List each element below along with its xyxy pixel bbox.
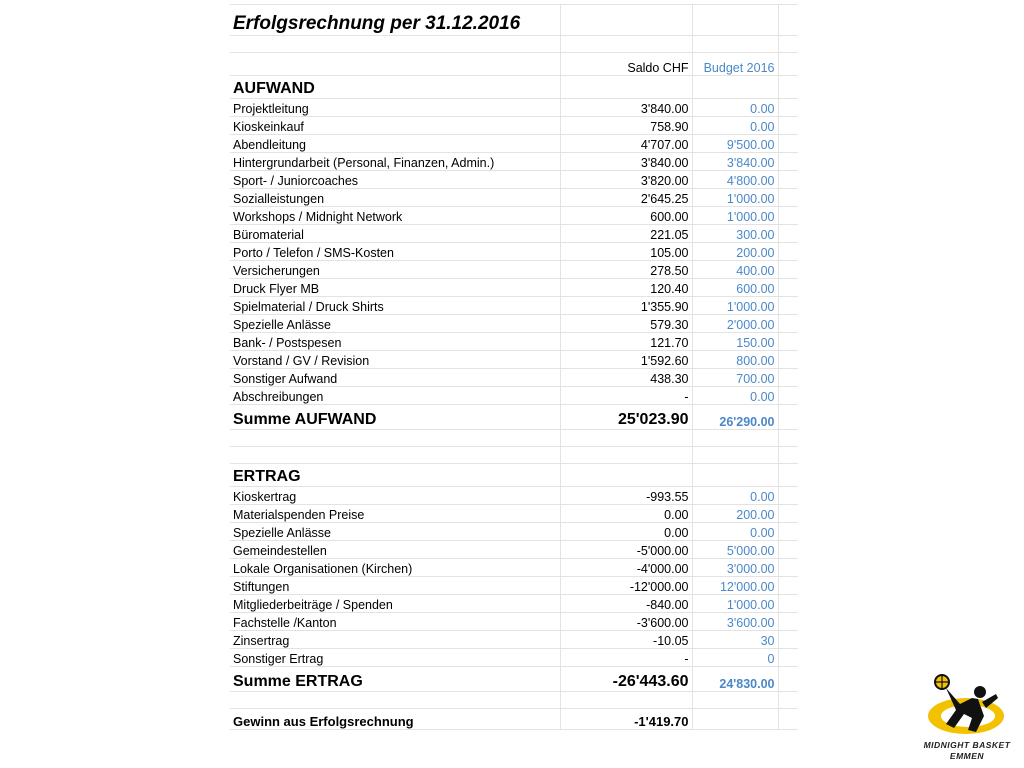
aufwand-item-budget: 4'800.00 <box>692 171 778 189</box>
aufwand-heading: AUFWAND <box>230 76 560 99</box>
aufwand-item-saldo: 579.30 <box>560 315 692 333</box>
income-statement-table <box>230 4 798 730</box>
aufwand-item-saldo: 2'645.25 <box>560 189 692 207</box>
aufwand-item-row <box>230 207 798 225</box>
aufwand-item-budget: 0.00 <box>692 117 778 135</box>
ertrag-item-label: Mitgliederbeiträge / Spenden <box>230 595 560 613</box>
aufwand-item-label: Bank- / Postspesen <box>230 333 560 351</box>
aufwand-item-row <box>230 153 798 171</box>
ertrag-item-label: Sonstiger Ertrag <box>230 649 560 667</box>
gewinn-label: Gewinn aus Erfolgsrechnung <box>230 709 560 730</box>
aufwand-item-budget: 9'500.00 <box>692 135 778 153</box>
aufwand-item-label: Hintergrundarbeit (Personal, Finanzen, Admin.) <box>230 153 560 171</box>
aufwand-sum-row <box>230 405 798 430</box>
aufwand-item-label: Projektleitung <box>230 99 560 117</box>
aufwand-item-label: Porto / Telefon / SMS-Kosten <box>230 243 560 261</box>
aufwand-item-label: Kioskeinkauf <box>230 117 560 135</box>
aufwand-item-saldo: 3'820.00 <box>560 171 692 189</box>
gewinn-row <box>230 709 798 730</box>
aufwand-item-row <box>230 171 798 189</box>
ertrag-item-budget: 0.00 <box>692 523 778 541</box>
aufwand-item-label: Versicherungen <box>230 261 560 279</box>
ertrag-item-saldo: -4'000.00 <box>560 559 692 577</box>
aufwand-item-saldo: 600.00 <box>560 207 692 225</box>
aufwand-item-label: Abschreibungen <box>230 387 560 405</box>
ertrag-item-row <box>230 577 798 595</box>
ertrag-sum-budget: 24'830.00 <box>692 667 778 692</box>
ertrag-heading-row <box>230 464 798 487</box>
ertrag-item-saldo: 0.00 <box>560 505 692 523</box>
ertrag-item-row <box>230 505 798 523</box>
ertrag-item-budget: 12'000.00 <box>692 577 778 595</box>
midnight-basket-logo <box>914 672 1020 766</box>
aufwand-item-budget: 300.00 <box>692 225 778 243</box>
blank-row <box>230 430 798 447</box>
ertrag-item-saldo: -10.05 <box>560 631 692 649</box>
aufwand-item-row <box>230 117 798 135</box>
aufwand-item-saldo: 438.30 <box>560 369 692 387</box>
ertrag-item-label: Fachstelle /Kanton <box>230 613 560 631</box>
ertrag-item-row <box>230 649 798 667</box>
aufwand-item-row <box>230 189 798 207</box>
aufwand-item-budget: 400.00 <box>692 261 778 279</box>
ertrag-item-saldo: -5'000.00 <box>560 541 692 559</box>
column-header-row <box>230 53 798 76</box>
aufwand-sum-label: Summe AUFWAND <box>230 405 560 430</box>
aufwand-item-budget: 800.00 <box>692 351 778 369</box>
ertrag-item-budget: 0 <box>692 649 778 667</box>
aufwand-item-label: Druck Flyer MB <box>230 279 560 297</box>
ertrag-item-label: Gemeindestellen <box>230 541 560 559</box>
ertrag-item-saldo: -840.00 <box>560 595 692 613</box>
aufwand-item-row <box>230 279 798 297</box>
aufwand-item-label: Sonstiger Aufwand <box>230 369 560 387</box>
aufwand-item-row <box>230 225 798 243</box>
aufwand-item-label: Abendleitung <box>230 135 560 153</box>
logo-text-line1: MIDNIGHT BASKET <box>923 740 1011 750</box>
aufwand-item-budget: 1'000.00 <box>692 207 778 225</box>
aufwand-item-saldo: 4'707.00 <box>560 135 692 153</box>
ertrag-sum-label: Summe ERTRAG <box>230 667 560 692</box>
gewinn-saldo: -1'419.70 <box>560 709 692 730</box>
ertrag-item-budget: 200.00 <box>692 505 778 523</box>
aufwand-item-budget: 0.00 <box>692 387 778 405</box>
ertrag-item-budget: 1'000.00 <box>692 595 778 613</box>
aufwand-item-label: Spezielle Anlässe <box>230 315 560 333</box>
aufwand-item-row <box>230 333 798 351</box>
aufwand-sum-saldo: 25'023.90 <box>560 405 692 430</box>
aufwand-item-saldo: 1'355.90 <box>560 297 692 315</box>
ertrag-item-saldo: -993.55 <box>560 487 692 505</box>
aufwand-item-budget: 600.00 <box>692 279 778 297</box>
aufwand-item-row <box>230 387 798 405</box>
aufwand-item-row <box>230 369 798 387</box>
aufwand-item-saldo: 3'840.00 <box>560 99 692 117</box>
aufwand-item-label: Spielmaterial / Druck Shirts <box>230 297 560 315</box>
ertrag-item-saldo: - <box>560 649 692 667</box>
aufwand-item-budget: 1'000.00 <box>692 189 778 207</box>
aufwand-item-row <box>230 99 798 117</box>
aufwand-item-label: Sozialleistungen <box>230 189 560 207</box>
basketball-player-icon <box>922 672 1012 740</box>
blank-row <box>230 36 798 53</box>
aufwand-item-budget: 150.00 <box>692 333 778 351</box>
aufwand-item-budget: 3'840.00 <box>692 153 778 171</box>
aufwand-item-saldo: 221.05 <box>560 225 692 243</box>
ertrag-sum-saldo: -26'443.60 <box>560 667 692 692</box>
aufwand-item-saldo: 1'592.60 <box>560 351 692 369</box>
aufwand-item-label: Büromaterial <box>230 225 560 243</box>
aufwand-sum-budget: 26'290.00 <box>692 405 778 430</box>
ertrag-item-saldo: -12'000.00 <box>560 577 692 595</box>
ertrag-sum-row <box>230 667 798 692</box>
ertrag-item-label: Stiftungen <box>230 577 560 595</box>
ertrag-item-budget: 0.00 <box>692 487 778 505</box>
aufwand-item-budget: 700.00 <box>692 369 778 387</box>
aufwand-item-saldo: 758.90 <box>560 117 692 135</box>
blank-row <box>230 692 798 709</box>
aufwand-item-label: Vorstand / GV / Revision <box>230 351 560 369</box>
aufwand-item-row <box>230 135 798 153</box>
ertrag-item-row <box>230 487 798 505</box>
aufwand-item-saldo: 121.70 <box>560 333 692 351</box>
aufwand-item-saldo: 120.40 <box>560 279 692 297</box>
aufwand-item-row <box>230 315 798 333</box>
ertrag-item-label: Kioskertrag <box>230 487 560 505</box>
ertrag-item-row <box>230 595 798 613</box>
title-row <box>230 5 798 36</box>
ertrag-item-row <box>230 523 798 541</box>
budget-header: Budget 2016 <box>692 53 778 76</box>
aufwand-item-saldo: - <box>560 387 692 405</box>
aufwand-item-budget: 200.00 <box>692 243 778 261</box>
ertrag-item-budget: 30 <box>692 631 778 649</box>
ertrag-item-saldo: -3'600.00 <box>560 613 692 631</box>
aufwand-item-saldo: 3'840.00 <box>560 153 692 171</box>
ertrag-item-label: Spezielle Anlässe <box>230 523 560 541</box>
aufwand-heading-row <box>230 76 798 99</box>
aufwand-item-label: Sport- / Juniorcoaches <box>230 171 560 189</box>
ertrag-item-label: Materialspenden Preise <box>230 505 560 523</box>
ertrag-item-label: Zinsertrag <box>230 631 560 649</box>
ertrag-item-row <box>230 631 798 649</box>
aufwand-item-row <box>230 243 798 261</box>
ertrag-item-row <box>230 541 798 559</box>
aufwand-item-row <box>230 297 798 315</box>
aufwand-item-saldo: 105.00 <box>560 243 692 261</box>
blank-row <box>230 447 798 464</box>
aufwand-item-row <box>230 351 798 369</box>
aufwand-item-budget: 1'000.00 <box>692 297 778 315</box>
aufwand-item-label: Workshops / Midnight Network <box>230 207 560 225</box>
ertrag-item-budget: 3'600.00 <box>692 613 778 631</box>
ertrag-item-saldo: 0.00 <box>560 523 692 541</box>
aufwand-item-saldo: 278.50 <box>560 261 692 279</box>
ertrag-item-row <box>230 559 798 577</box>
ertrag-item-budget: 5'000.00 <box>692 541 778 559</box>
logo-text-line2: EMMEN <box>949 751 985 761</box>
sheet-title: Erfolgsrechnung per 31.12.2016 <box>230 5 560 36</box>
aufwand-item-row <box>230 261 798 279</box>
ertrag-heading: ERTRAG <box>230 464 560 487</box>
aufwand-item-budget: 0.00 <box>692 99 778 117</box>
ertrag-item-row <box>230 613 798 631</box>
saldo-header: Saldo CHF <box>560 53 692 76</box>
ertrag-item-label: Lokale Organisationen (Kirchen) <box>230 559 560 577</box>
aufwand-item-budget: 2'000.00 <box>692 315 778 333</box>
ertrag-item-budget: 3'000.00 <box>692 559 778 577</box>
